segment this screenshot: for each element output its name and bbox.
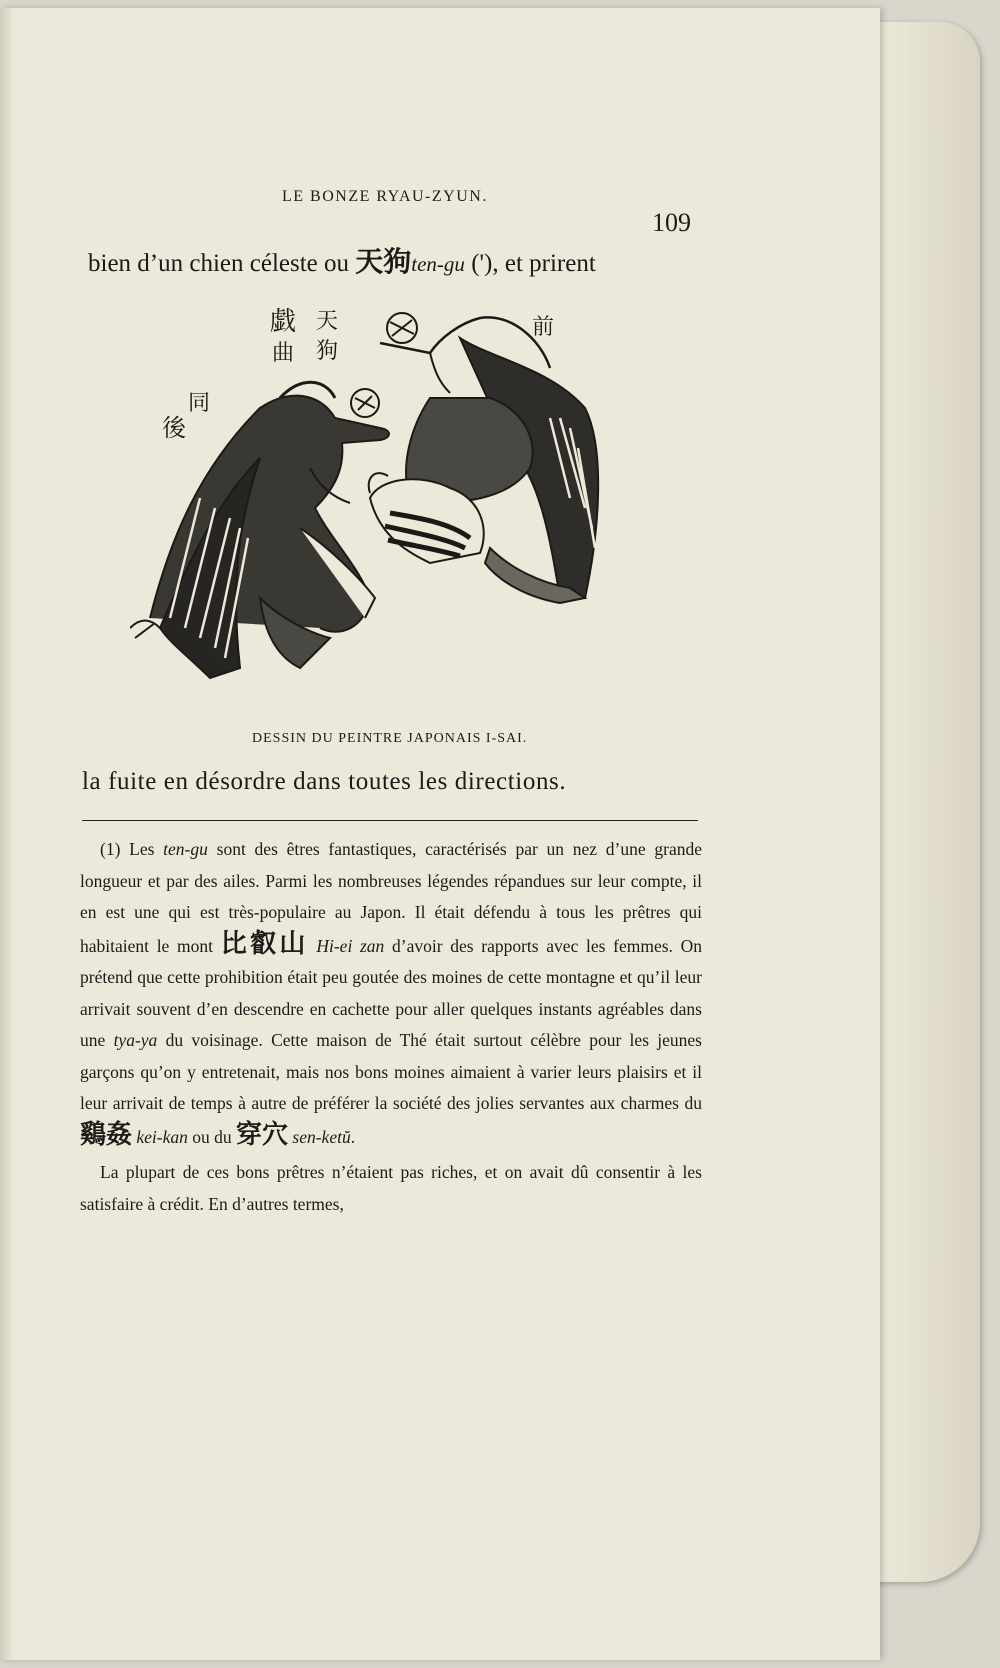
- footnote-1-a: (1) Les: [100, 839, 164, 859]
- footnote-1-d: du voisinage. Cette maison de Thé était surtout célèbre pour les jeunes garçons qu’on y entretenait, mais nos bons moines aimaient à varier leurs plaisirs et il leur arrivait de temps à autre de préférer la société des jolies servantes aux charmes du: [80, 1030, 702, 1113]
- page-gutter-shadow: [0, 8, 14, 1660]
- figure-caption: DESSIN DU PEINTRE JAPONAIS I-SAI.: [252, 731, 528, 746]
- tengu-illustration: [130, 298, 650, 718]
- text-line-top: [88, 240, 596, 280]
- tengu-romaji: ten-gu: [411, 252, 465, 276]
- footnote-1-b: sont des êtres fantastiques, caractérisés par un nez d’une grande longueur et par des ailes. Parmi les nombreuses légendes répandues sur leur compte, il en est une qui est très-populaire au Japon. Il était défendu à tous les prêtres qui habitaient le mont: [80, 839, 702, 956]
- senketu-romaji: sen-ketŭ: [292, 1126, 351, 1147]
- figure-label-mae: 前: [532, 315, 555, 340]
- figure-label-gi: 戯: [270, 307, 297, 337]
- hieizan-romaji: Hi-ei zan: [316, 935, 385, 956]
- figure-label-kyoku: 曲: [272, 341, 295, 366]
- text-line-top-a: bien d’un chien céleste ou: [88, 250, 356, 277]
- footnote-1-tengu: ten-gu: [163, 839, 208, 859]
- page-number: 109: [652, 208, 691, 237]
- right-tengu-figure: [369, 313, 599, 603]
- figure-label-go: 後: [162, 414, 186, 442]
- footnote-continuation: La plupart de ces bons prêtres n’étaient pas riches, et on avait dû consentir à les satisfaire à crédit. En d’autres termes,: [80, 1162, 702, 1214]
- figure-label-gu: 狗: [316, 339, 339, 364]
- book-page: [0, 8, 880, 1660]
- footnote-1-c: d’avoir des rapports avec les femmes. On prétend que cette prohibition était peu goutée des moines de cette montagne et qu’il leur arrivait souvent d’en descendre en cachette pour aller quelques instants agréables dans une: [80, 935, 703, 1050]
- text-line-top-b: ('), et prirent: [464, 250, 596, 277]
- footnote-1-e: ou du: [187, 1126, 237, 1147]
- tyaya-romaji: tya-ya: [113, 1030, 158, 1050]
- keikan-romaji: kei-kan: [136, 1126, 188, 1147]
- footnotes: [80, 834, 702, 1220]
- footnote-1: [80, 834, 702, 1153]
- figure-label-dou: 同: [188, 391, 211, 416]
- footnote-1-f: .: [350, 1126, 356, 1147]
- keikan-kanji: 鷄姦: [80, 1119, 133, 1150]
- figure-label-ten: 天: [316, 309, 339, 334]
- text-line-bottom: la fuite en désordre dans toutes les directions.: [82, 768, 567, 795]
- running-head: LE BONZE RYAU-ZYUN.: [282, 188, 488, 205]
- senketu-kanji: 穿穴: [236, 1119, 289, 1150]
- hieizan-kanji: 比叡山: [220, 928, 309, 959]
- footnote-rule: [82, 820, 698, 821]
- tengu-kanji: 天狗: [355, 245, 412, 278]
